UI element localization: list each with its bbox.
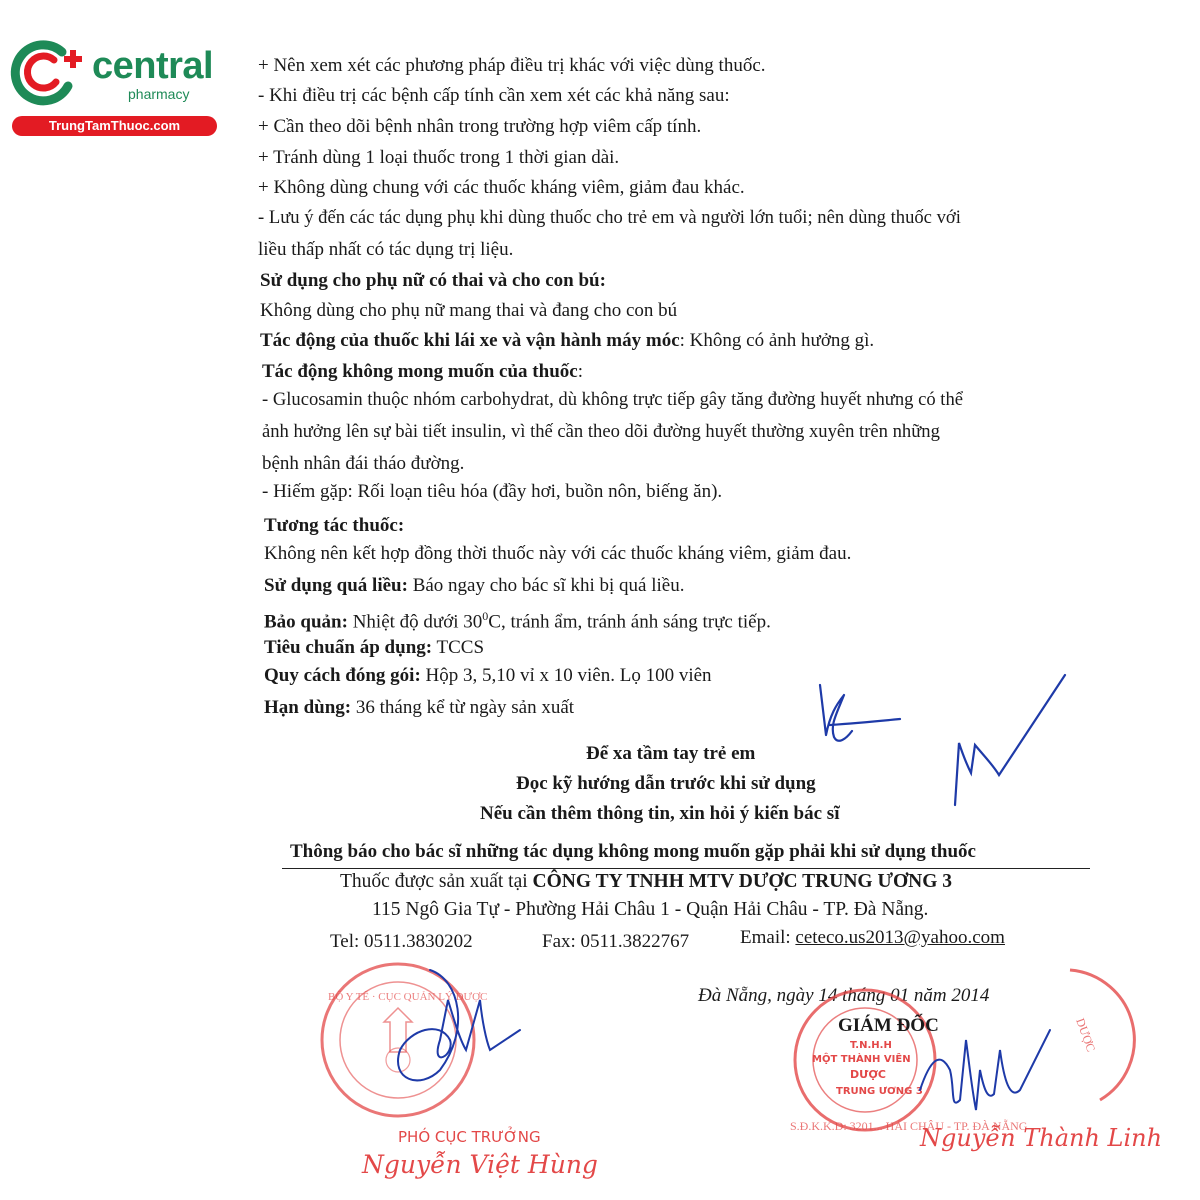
section-text-storage: Nhiệt độ dưới 30 [347, 611, 483, 633]
stamp-line-4: TRUNG ƯƠNG 3 [836, 1086, 923, 1097]
section-overdose [264, 574, 684, 598]
colon: : [577, 361, 583, 382]
manufacturer-address: 115 Ngô Gia Tự - Phường Hải Châu 1 - Quận Hải Châu - TP. Đà Nẵng. [372, 899, 929, 920]
text-line: + Tránh dùng 1 loại thuốc trong 1 thời gian dài. [258, 147, 620, 168]
degree-superscript: 0 [482, 609, 489, 623]
manufacturer-fax: Fax: 0511.3822767 [542, 931, 690, 952]
stamp-line-2: MỘT THÀNH VIÊN [812, 1054, 911, 1065]
partial-stamp-text: DƯỢC [1073, 1016, 1099, 1054]
email-label: Email: [740, 927, 796, 948]
initial-signature-1 [800, 675, 910, 755]
section-text-overdose: Báo ngay cho bác sĩ khi bị quá liều. [407, 575, 685, 596]
section-driving [260, 329, 874, 353]
text-line: - Hiếm gặp: Rối loạn tiêu hóa (đầy hơi, buồn nôn, biếng ăn). [262, 481, 723, 502]
section-heading-adverse: Tác động không mong muốn của thuốc [262, 361, 578, 382]
section-heading-storage: Bảo quản: [264, 611, 348, 633]
section-text-packing: Hộp 3, 5,10 vỉ x 10 viên. Lọ 100 viên [420, 665, 712, 686]
section-heading-interaction: Tương tác thuốc: [264, 515, 405, 536]
deputy-name: Nguyễn Việt Hùng [362, 1150, 598, 1179]
deputy-title: PHÓ CỤC TRƯỞNG [398, 1128, 541, 1146]
deputy-signature [370, 960, 540, 1100]
text-line: liều thấp nhất có tác dụng trị liệu. [258, 239, 514, 260]
section-heading-standard: Tiêu chuẩn áp dụng: [264, 637, 433, 658]
pharmacy-logo [10, 36, 215, 141]
section-heading-overdose: Sử dụng quá liều: [264, 575, 408, 596]
text-line: - Khi điều trị các bệnh cấp tính cần xem xét các khả năng sau: [258, 85, 730, 106]
text-line: - Lưu ý đến các tác dụng phụ khi dùng thuốc cho trẻ em và người lớn tuổi; nên dùng thuốc với [258, 207, 961, 228]
director-name: Nguyễn Thành Linh [920, 1124, 1163, 1152]
section-text-driving: : Không có ảnh hưởng gì. [679, 330, 875, 351]
section-expiry [264, 696, 574, 720]
email-link[interactable]: ceteco.us2013@yahoo.com [795, 927, 1005, 948]
section-standard [264, 636, 484, 660]
section-packing [264, 664, 712, 688]
manufacturer-tel: Tel: 0511.3830202 [330, 931, 473, 952]
pharmacy-logo-icon [10, 38, 90, 110]
manufacturer-line [340, 870, 952, 894]
section-heading-driving: Tác động của thuốc khi lái xe và vận hành máy móc [260, 330, 680, 351]
warning-4: Thông báo cho bác sĩ những tác dụng không mong muốn gặp phải khi sử dụng thuốc [290, 841, 976, 862]
brand-subtitle: pharmacy [128, 86, 190, 102]
divider-rule [282, 868, 1090, 869]
section-text-expiry: 36 tháng kể từ ngày sản xuất [351, 697, 575, 718]
warning-2: Đọc kỹ hướng dẫn trước khi sử dụng [516, 773, 816, 794]
company-stamp-ring-text: S.Đ.K.K.D: 3201... HẢI CHÂU - TP. ĐÀ NẴNG [790, 1119, 1028, 1133]
text-line: + Không dùng chung với các thuốc kháng viêm, giảm đau khác. [258, 177, 745, 198]
signoff-date: Đà Nẵng, ngày 14 tháng 01 năm 2014 [698, 985, 990, 1006]
manufacturer-prefix: Thuốc được sản xuất tại [340, 871, 533, 892]
text-line: ảnh hưởng lên sự bài tiết insulin, vì thế cần theo dõi đường huyết thường xuyên trên những [262, 421, 940, 442]
section-text-interaction: Không nên kết hợp đồng thời thuốc này với các thuốc kháng viêm, giảm đau. [264, 543, 852, 564]
section-text-storage-2: C, tránh ẩm, tránh ánh sáng trực tiếp. [488, 611, 771, 633]
section-text-pregnancy: Không dùng cho phụ nữ mang thai và đang cho con bú [260, 300, 678, 321]
initial-signature-2 [945, 665, 1075, 815]
text-line: bệnh nhân đái tháo đường. [262, 453, 465, 474]
stamp-line-3: DƯỢC [850, 1068, 887, 1081]
section-text-standard: TCCS [432, 637, 485, 658]
warning-1: Để xa tầm tay trẻ em [586, 743, 756, 764]
brand-name: central [92, 45, 214, 87]
director-signature [900, 1010, 1070, 1140]
section-storage [264, 604, 771, 634]
brand-url-badge[interactable]: TrungTamThuoc.com [12, 116, 217, 136]
text-line: + Nên xem xét các phương pháp điều trị khác với việc dùng thuốc. [258, 55, 766, 76]
section-heading-pregnancy: Sử dụng cho phụ nữ có thai và cho con bú: [260, 270, 606, 291]
section-heading-expiry: Hạn dùng: [264, 697, 352, 718]
ministry-stamp-ring-text: BỘ Y TẾ · CỤC QUẢN LÝ DƯỢC [328, 991, 488, 1003]
stamp-line-1: T.N.H.H [850, 1040, 892, 1051]
warning-3: Nếu cần thêm thông tin, xin hỏi ý kiến bác sĩ [480, 803, 840, 824]
section-heading-packing: Quy cách đóng gói: [264, 665, 421, 686]
section-adverse [262, 360, 583, 384]
text-line: + Cần theo dõi bệnh nhân trong trường hợp viêm cấp tính. [258, 116, 702, 137]
manufacturer-company: CÔNG TY TNHH MTV DƯỢC TRUNG ƯƠNG 3 [532, 871, 953, 892]
text-line: - Glucosamin thuộc nhóm carbohydrat, dù không trực tiếp gây tăng đường huyết nhưng có thể [262, 389, 964, 410]
director-title: GIÁM ĐỐC [838, 1015, 939, 1036]
manufacturer-email-line [740, 926, 1005, 950]
